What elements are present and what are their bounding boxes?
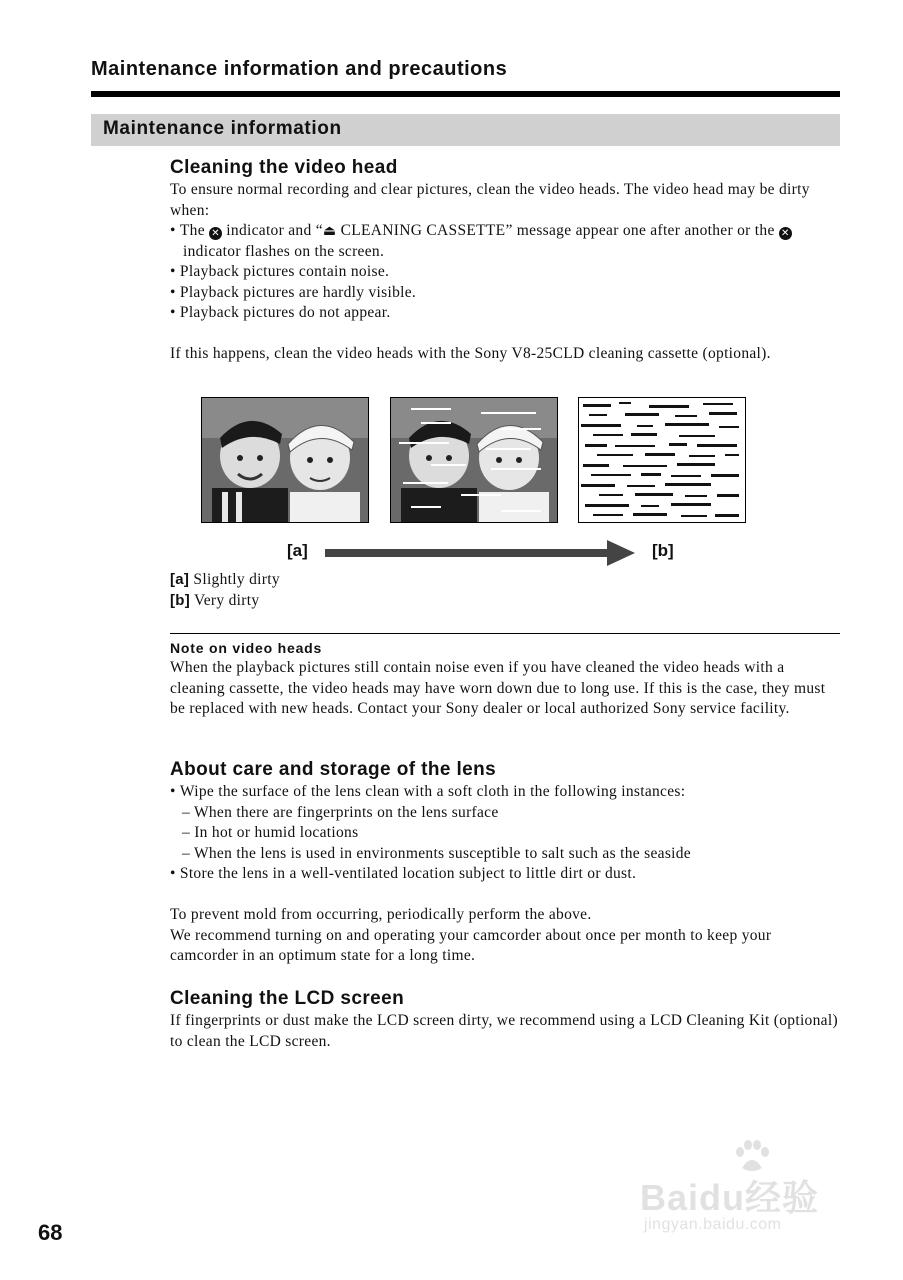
children-photo-noisy bbox=[391, 398, 557, 522]
label-a: [a] bbox=[287, 541, 308, 560]
photo-clean bbox=[201, 397, 369, 523]
watermark-text: Baidu经验 bbox=[640, 1177, 820, 1218]
lcd-text: If fingerprints or dust make the LCD screen dirty, we recommend using a LCD Cleaning Kit (optional) to clean the LCD screen. bbox=[170, 1012, 838, 1050]
cassette-icon: ⏏ bbox=[322, 223, 337, 239]
photo-very-dirty bbox=[578, 397, 746, 523]
lens-title: About care and storage of the lens bbox=[170, 759, 497, 780]
legend-a-text: Slightly dirty bbox=[193, 571, 280, 588]
note-text: When the playback pictures still contain noise even if you have cleaned the video heads with a cleaning cassette, the video heads may have worn down due to long use. If this is the case, they must be replaced with new heads. Contact your Sony dealer or local authorized Sony service facility. bbox=[170, 659, 826, 717]
legend-a bbox=[170, 570, 842, 591]
bullet-hardly-visible: • Playback pictures are hardly visible. bbox=[170, 283, 417, 301]
section-title: Maintenance information bbox=[103, 118, 342, 139]
paw-icon bbox=[732, 1140, 772, 1174]
bullet-indicator: • The ✕ indicator and “⏏ CLEANING CASSETTE” message appear one after another or the ✕ indicator flashes on the screen. bbox=[170, 221, 842, 262]
page-number: 68 bbox=[38, 1220, 63, 1245]
lens-dash-fingerprints: – When there are fingerprints on the lens surface bbox=[182, 803, 499, 821]
cleaning-head-intro: To ensure normal recording and clear pictures, clean the video heads. The video head may be dirty when: bbox=[170, 181, 810, 219]
note-title: Note on video heads bbox=[170, 640, 323, 656]
bullet-text: Playback pictures are hardly visible. bbox=[179, 283, 417, 301]
bullet-text: Playback pictures contain noise. bbox=[179, 263, 390, 280]
lens-dash-humid: – In hot or humid locations bbox=[182, 824, 359, 841]
note-section bbox=[170, 638, 842, 720]
lcd-title: Cleaning the LCD screen bbox=[170, 988, 405, 1009]
bullet-text: Store the lens in a well-ventilated location subject to little dirt or dust. bbox=[179, 865, 637, 882]
note-rule bbox=[170, 633, 840, 634]
legend-b-text: Very dirty bbox=[193, 591, 260, 609]
page-header: Maintenance information and precautions bbox=[91, 58, 508, 80]
lens-section bbox=[170, 758, 842, 967]
bullet1-part-b: indicator and “ bbox=[226, 222, 323, 239]
label-b: [b] bbox=[652, 541, 674, 560]
legend-b-key: [b] bbox=[170, 591, 191, 609]
bullet-text: Wipe the surface of the lens clean with a soft cloth in the following instances: bbox=[179, 783, 686, 800]
bullet-noise: • Playback pictures contain noise. bbox=[170, 263, 390, 280]
noise-pattern bbox=[579, 398, 745, 522]
bullet1-part-d: indicator flashes on the screen. bbox=[183, 242, 385, 260]
lens-para-recommend: We recommend turning on and operating your camcorder about once per month to keep your camcorder in an optimum state for a long time. bbox=[170, 926, 772, 964]
children-photo bbox=[202, 398, 368, 522]
cleaning-instruction: If this happens, clean the video heads with the Sony V8-25CLD cleaning cassette (optional). bbox=[170, 345, 771, 362]
lcd-section bbox=[170, 987, 842, 1052]
warning-indicator-icon-2: ✕ bbox=[779, 227, 792, 240]
header-rule bbox=[91, 91, 840, 97]
lens-dash-salt: – When the lens is used in environments susceptible to salt such as the seaside bbox=[182, 844, 691, 862]
dirt-progress-arrow bbox=[325, 538, 637, 568]
bullet-text: Playback pictures do not appear. bbox=[179, 304, 391, 321]
bullet-not-appear: • Playback pictures do not appear. bbox=[170, 304, 391, 321]
lens-bullet-store: • Store the lens in a well-ventilated location subject to little dirt or dust. bbox=[170, 865, 637, 882]
watermark-sub: jingyan.baidu.com bbox=[644, 1216, 782, 1233]
cleaning-head-section bbox=[170, 156, 842, 365]
legend-a-key: [a] bbox=[170, 571, 190, 588]
bullet1-part-c: CLEANING CASSETTE” message appear one after another or the bbox=[340, 222, 775, 239]
watermark bbox=[640, 1140, 850, 1240]
lens-para-mold: To prevent mold from occurring, periodically perform the above. bbox=[170, 906, 592, 923]
cleaning-head-title: Cleaning the video head bbox=[170, 157, 398, 178]
photo-slightly-dirty bbox=[390, 397, 558, 523]
section-band bbox=[91, 114, 840, 146]
warning-indicator-icon: ✕ bbox=[209, 227, 222, 240]
lens-bullet-wipe: • Wipe the surface of the lens clean with a soft cloth in the following instances: bbox=[170, 783, 686, 800]
bullet1-part-a: The bbox=[179, 222, 205, 239]
image-legend bbox=[170, 570, 842, 611]
legend-b bbox=[170, 591, 842, 612]
